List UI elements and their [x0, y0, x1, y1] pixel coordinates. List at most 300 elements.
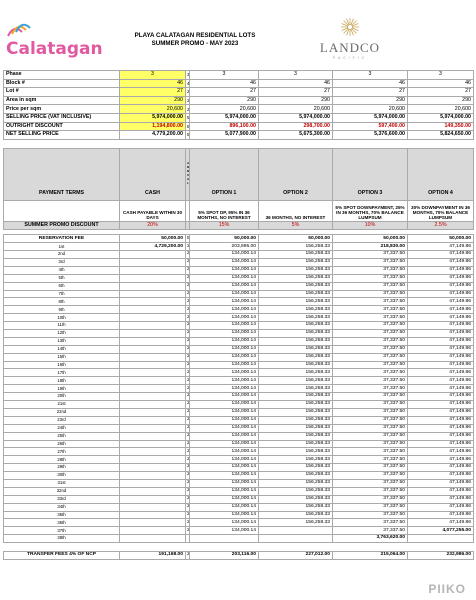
option-4-value: 290: [408, 96, 474, 105]
option-1-value: 134,000.14: [190, 527, 259, 535]
option-1-value: 134,000.14: [190, 290, 259, 298]
option-3-value: 37,337.50: [333, 259, 408, 267]
option-2-value: 156,258.33: [259, 503, 333, 511]
narrow-value: 4: [187, 80, 190, 86]
option-3-value: 37,337.50: [333, 377, 408, 385]
calatagan-logo: [4, 22, 104, 62]
option-3-value: 37,337.50: [333, 337, 408, 345]
option-2-value: 156,258.33: [259, 337, 333, 345]
option-3-value: 20,600: [333, 105, 408, 114]
cash-value: [120, 519, 186, 527]
cash-value: [120, 511, 186, 519]
option-1-value: 134,000.14: [190, 259, 259, 267]
installment-row: [4, 298, 474, 306]
option-2-value: 27: [259, 88, 333, 97]
cash-value: [120, 385, 186, 393]
option-4-value: 47,149.86: [408, 266, 474, 274]
installment-row: [4, 393, 474, 401]
cash-value: [120, 322, 186, 330]
installment-row: [4, 401, 474, 409]
cash-discount: 20%: [120, 221, 186, 230]
option-3-value: 3,763,620.00: [333, 535, 408, 543]
option-4-value: 47,149.86: [408, 385, 474, 393]
cash-value: [120, 432, 186, 440]
installment-label: 8th: [4, 298, 120, 306]
option-4-value: 47,149.86: [408, 479, 474, 487]
narrow-value: 2: [186, 472, 190, 480]
option-2-value: 156,258.33: [259, 282, 333, 290]
installment-row: [4, 519, 474, 527]
installment-label: 30th: [4, 472, 120, 480]
option-1-value: 134,000.14: [190, 369, 259, 377]
installment-label: 14th: [4, 345, 120, 353]
option-3-value: 597,400.00: [333, 122, 408, 131]
option-1-value: 134,000.14: [190, 511, 259, 519]
option-1-value: 134,000.14: [190, 282, 259, 290]
installment-row: [4, 416, 474, 424]
option-3-value: 37,337.50: [333, 266, 408, 274]
installment-label: 28th: [4, 456, 120, 464]
option-2-value: 20,600: [259, 105, 333, 114]
summary-row: [4, 131, 474, 140]
cash-value: [120, 306, 186, 314]
option-4-value: 47,149.86: [408, 290, 474, 298]
option-1-value: 134,000.14: [190, 408, 259, 416]
cash-value: [120, 353, 186, 361]
cash-value: [120, 472, 186, 480]
option-2-value: 156,258.33: [259, 472, 333, 480]
summary-row: [4, 113, 474, 122]
option-3-value: 37,337.50: [333, 322, 408, 330]
cash-value: 4,779,200.00: [120, 131, 186, 140]
option-4-value: 47,149.86: [408, 448, 474, 456]
option-1-value: 3: [190, 71, 259, 80]
cash-value: [120, 495, 186, 503]
option-3-value: 37,337.50: [333, 385, 408, 393]
option-1-value: 134,000.14: [190, 306, 259, 314]
option-3-value: 37,337.50: [333, 306, 408, 314]
narrow-value: 2: [186, 290, 190, 298]
option-3-value: 37,337.50: [333, 416, 408, 424]
installment-row: [4, 266, 474, 274]
option-1-value: 134,000.14: [190, 487, 259, 495]
option-1-value: 134,000.14: [190, 456, 259, 464]
option-2-value: 156,258.33: [259, 361, 333, 369]
option-2-value: 156,258.33: [259, 408, 333, 416]
cash-value: [120, 345, 186, 353]
option-1-value: 134,000.14: [190, 330, 259, 338]
option-2-value: 156,258.33: [259, 290, 333, 298]
narrow-value: 2: [186, 552, 190, 560]
narrow-value: 3: [187, 72, 190, 78]
cash-value: [120, 401, 186, 409]
narrow-value: 2: [186, 314, 190, 322]
option-1-value: [190, 535, 259, 543]
option-3-value: 37,337.50: [333, 393, 408, 401]
option-2-description: 36 MONTHS, NO INTEREST: [259, 200, 333, 221]
cash-value: [120, 290, 186, 298]
landco-logo: [306, 14, 394, 64]
option-4-value: 47,149.86: [408, 440, 474, 448]
row-label: SELLING PRICE (VAT INCLUSIVE): [4, 113, 120, 122]
payment-terms-row: [4, 148, 474, 200]
option-2-value: 227,012.00: [259, 552, 333, 560]
option-2-value: 156,258.33: [259, 353, 333, 361]
installment-label: 7th: [4, 290, 120, 298]
terms-section: [4, 148, 474, 230]
narrow-value: 2: [186, 487, 190, 495]
cash-value: 27: [120, 88, 186, 97]
cash-value: [120, 535, 186, 543]
option-1-value: 5,974,000.00: [190, 113, 259, 122]
option-4-header: OPTION 4: [408, 148, 474, 200]
narrow-value: 2: [186, 464, 190, 472]
cash-value: [120, 393, 186, 401]
narrow-value: 2: [186, 448, 190, 456]
option-2-value: 156,258.33: [259, 385, 333, 393]
option-2-value: 156,258.33: [259, 251, 333, 259]
cash-value: [120, 377, 186, 385]
installment-label: 5th: [4, 274, 120, 282]
cash-value: 46: [120, 79, 186, 88]
option-4-value: 47,149.86: [408, 274, 474, 282]
installment-row: [4, 464, 474, 472]
summary-row: [4, 96, 474, 105]
installment-label: 22nd: [4, 408, 120, 416]
installment-row: [4, 314, 474, 322]
installment-row: [4, 337, 474, 345]
cash-value: [120, 298, 186, 306]
narrow-value: 5: [186, 235, 190, 243]
option-1-value: 134,000.14: [190, 251, 259, 259]
option-2-value: 5,974,000.00: [259, 113, 333, 122]
option-3-value: 27: [333, 88, 408, 97]
row-label: Area in sqm: [4, 96, 120, 105]
landco-brand-text: LANDCO: [319, 40, 381, 55]
cash-value: [120, 274, 186, 282]
option-1-value: 134,000.14: [190, 503, 259, 511]
option-2-value: 156,258.33: [259, 377, 333, 385]
option-2-value: 156,258.33: [259, 322, 333, 330]
option-2-value: 156,258.33: [259, 416, 333, 424]
option-1-value: 134,000.14: [190, 345, 259, 353]
installment-row: [4, 259, 474, 267]
title-line-1: PLAYA CALATAGAN RESIDENTIAL LOTS: [134, 32, 256, 39]
summary-row: [4, 79, 474, 88]
option-2-value: 156,258.33: [259, 487, 333, 495]
cash-value: 20,600: [120, 105, 186, 114]
option-1-value: 134,000.14: [190, 440, 259, 448]
option-2-value: 156,258.33: [259, 306, 333, 314]
option-2-value: 156,258.33: [259, 330, 333, 338]
row-label: OUTRIGHT DISCOUNT: [4, 122, 120, 131]
option-3-value: 37,337.50: [333, 479, 408, 487]
option-2-value: 46: [259, 79, 333, 88]
option-4-value: 47,149.86: [408, 306, 474, 314]
option-2-value: [259, 527, 333, 535]
option-1-value: 134,000.14: [190, 519, 259, 527]
option-2-discount: 5%: [259, 221, 333, 230]
cash-value: [120, 448, 186, 456]
option-2-value: 156,258.33: [259, 448, 333, 456]
option-4-value: 47,149.86: [408, 424, 474, 432]
installment-label: 1st: [4, 243, 120, 251]
option-1-value: 134,000.14: [190, 314, 259, 322]
row-label: Price per sqm: [4, 105, 120, 114]
installment-label: 3rd: [4, 259, 120, 267]
installment-row: [4, 274, 474, 282]
narrow-value: 2: [187, 106, 190, 112]
installment-row: [4, 448, 474, 456]
option-1-value: 134,000.14: [190, 361, 259, 369]
spacer: [4, 543, 474, 552]
option-4-value: 47,149.86: [408, 298, 474, 306]
description-label: [4, 200, 120, 221]
installment-row: [4, 408, 474, 416]
narrow-value: 2: [186, 519, 190, 527]
installment-row: [4, 440, 474, 448]
option-1-value: 134,000.14: [190, 495, 259, 503]
option-4-value: 47,149.86: [408, 456, 474, 464]
summary-section: [4, 71, 474, 140]
narrow-value: 2: [186, 408, 190, 416]
installment-label: TRANSFER FEES 4% OF NCP: [4, 552, 120, 560]
cash-value: [120, 440, 186, 448]
narrow-value: 2: [186, 251, 190, 259]
option-4-value: 47,149.86: [408, 408, 474, 416]
installment-label: 19th: [4, 385, 120, 393]
row-label: Block #: [4, 79, 120, 88]
sunburst-icon: [306, 14, 394, 40]
cash-value: [120, 337, 186, 345]
option-4-value: 50,000.00: [408, 235, 474, 243]
option-4-value: 5,974,000.00: [408, 113, 474, 122]
installment-label: 13th: [4, 337, 120, 345]
option-3-value: 37,337.50: [333, 345, 408, 353]
cash-value: 4,729,200.00: [120, 243, 186, 251]
promo-discount-label: SUMMER PROMO DISCOUNT: [4, 221, 120, 230]
narrow-value: 5: [187, 132, 190, 138]
option-4-value: 47,149.86: [408, 353, 474, 361]
option-3-value: 37,337.50: [333, 298, 408, 306]
option-3-value: 5,974,000.00: [333, 113, 408, 122]
summary-row: [4, 105, 474, 114]
cash-value: [120, 464, 186, 472]
installment-label: 10th: [4, 314, 120, 322]
option-2-value: 5,675,300.00: [259, 131, 333, 140]
installment-row: [4, 243, 474, 251]
document-title: [120, 32, 270, 48]
cash-value: [120, 259, 186, 267]
installment-row: [4, 290, 474, 298]
option-2-value: 156,258.33: [259, 314, 333, 322]
narrow-value: 2: [186, 330, 190, 338]
option-3-value: 37,337.50: [333, 527, 408, 535]
option-4-value: 47,149.86: [408, 377, 474, 385]
option-2-value: 156,258.33: [259, 266, 333, 274]
option-1-value: 134,000.14: [190, 424, 259, 432]
cash-value: [120, 487, 186, 495]
option-4-value: 47,149.86: [408, 495, 474, 503]
installment-row: [4, 353, 474, 361]
option-3-value: 37,337.50: [333, 464, 408, 472]
landco-sub-text: PACIFIC: [332, 56, 368, 60]
installment-row: [4, 472, 474, 480]
installment-row: [4, 527, 474, 535]
option-3-value: 37,337.50: [333, 456, 408, 464]
installment-label: 26th: [4, 440, 120, 448]
narrow-value: 2: [186, 369, 190, 377]
installment-row: [4, 369, 474, 377]
narrow-value: 2: [186, 440, 190, 448]
cash-value: [120, 479, 186, 487]
cash-value: [120, 503, 186, 511]
option-1-value: 134,000.14: [190, 448, 259, 456]
installment-row: [4, 306, 474, 314]
cash-value: [120, 330, 186, 338]
option-4-value: [408, 535, 474, 543]
option-3-value: 37,337.50: [333, 424, 408, 432]
cash-value: [120, 424, 186, 432]
option-3-value: 37,337.50: [333, 503, 408, 511]
reservation-fee-row: [4, 235, 474, 243]
option-4-value: 47,149.86: [408, 472, 474, 480]
option-4-value: 47,149.86: [408, 251, 474, 259]
cash-value: 5,974,000.00: [120, 113, 186, 122]
option-4-value: 47,149.86: [408, 416, 474, 424]
spacer: [4, 139, 474, 148]
option-1-value: 134,000.14: [190, 274, 259, 282]
option-4-value: 47,149.86: [408, 464, 474, 472]
option-2-value: 156,258.33: [259, 456, 333, 464]
option-4-value: 5,824,650.00: [408, 131, 474, 140]
installment-label: 18th: [4, 377, 120, 385]
option-2-value: 156,258.33: [259, 432, 333, 440]
installment-row: [4, 251, 474, 259]
option-4-value: 47,149.86: [408, 511, 474, 519]
option-1-description: 5% SPOT DP, 95% IN 36 MONTHS, NO INTEREST: [190, 200, 259, 221]
watermark: PIIKO: [428, 582, 466, 596]
option-4-value: 47,149.86: [408, 330, 474, 338]
option-3-value: 37,337.50: [333, 274, 408, 282]
cash-value: [120, 361, 186, 369]
option-4-value: 47,149.86: [408, 259, 474, 267]
option-1-value: 134,000.14: [190, 298, 259, 306]
option-4-description: 30% DOWNPAYMENT IN 36 MONTHS, 70% BALANCE LUMPSUM: [408, 200, 474, 221]
option-2-value: 156,258.33: [259, 243, 333, 251]
cash-value: 50,000.00: [120, 235, 186, 243]
page-header: [0, 0, 476, 66]
option-2-value: 3: [259, 71, 333, 80]
option-2-header: OPTION 2: [259, 148, 333, 200]
narrow-value: 2: [186, 456, 190, 464]
cash-value: [120, 527, 186, 535]
option-3-value: 37,337.50: [333, 353, 408, 361]
option-1-value: 203,895.00: [190, 243, 259, 251]
option-1-value: 134,000.14: [190, 401, 259, 409]
installment-label: 6th: [4, 282, 120, 290]
narrow-value: 2: [186, 401, 190, 409]
narrow-value: 2: [186, 416, 190, 424]
option-2-value: 156,258.33: [259, 511, 333, 519]
option-3-header: OPTION 3: [333, 148, 408, 200]
option-4-value: 47,149.86: [408, 393, 474, 401]
narrow-value: 2: [186, 361, 190, 369]
option-4-value: 47,149.86: [408, 503, 474, 511]
option-3-value: 50,000.00: [333, 235, 408, 243]
summary-row: [4, 71, 474, 80]
narrow-value: 8: [187, 123, 190, 129]
installment-label: 2nd: [4, 251, 120, 259]
option-3-description: 5% SPOT DOWNPAYMENT, 25% IN 36 MONTHS, 70% BALANCE LUMPSUM: [333, 200, 408, 221]
cash-value: [120, 416, 186, 424]
option-4-value: 27: [408, 88, 474, 97]
cash-value: [120, 266, 186, 274]
installment-label: RESERVATION FEE: [4, 235, 120, 243]
installment-label: 31st: [4, 479, 120, 487]
option-2-value: 156,258.33: [259, 519, 333, 527]
option-4-value: 47,149.86: [408, 337, 474, 345]
narrow-value: 2: [186, 385, 190, 393]
option-4-value: 4,077,255.00: [408, 527, 474, 535]
row-label: Lot #: [4, 88, 120, 97]
installment-label: 23rd: [4, 416, 120, 424]
option-1-value: 290: [190, 96, 259, 105]
installment-row: [4, 385, 474, 393]
narrow-value: 2: [186, 495, 190, 503]
installment-row: [4, 535, 474, 543]
narrow-value: 2: [186, 259, 190, 267]
option-3-value: 37,337.50: [333, 432, 408, 440]
option-2-value: 156,258.33: [259, 440, 333, 448]
option-4-value: 47,149.86: [408, 519, 474, 527]
option-3-value: 37,337.50: [333, 401, 408, 409]
option-2-value: 156,258.33: [259, 495, 333, 503]
cash-value: [120, 251, 186, 259]
installment-label: 32nd: [4, 487, 120, 495]
annual-header: A N N U A L: [186, 148, 190, 200]
installment-label: 20th: [4, 393, 120, 401]
option-1-value: 20,600: [190, 105, 259, 114]
option-3-value: 37,337.50: [333, 251, 408, 259]
installment-row: [4, 456, 474, 464]
option-1-value: 134,000.14: [190, 266, 259, 274]
option-1-header: OPTION 1: [190, 148, 259, 200]
installment-row: [4, 503, 474, 511]
option-2-value: 156,258.33: [259, 298, 333, 306]
payment-schedule: [4, 235, 474, 560]
installment-label: 17th: [4, 369, 120, 377]
cash-value: 1,194,800.00: [120, 122, 186, 131]
option-4-value: 47,149.86: [408, 369, 474, 377]
option-1-value: 134,000.14: [190, 432, 259, 440]
installment-label: 12th: [4, 330, 120, 338]
option-2-value: 156,258.33: [259, 424, 333, 432]
option-1-value: 896,100.00: [190, 122, 259, 131]
option-1-value: 134,000.14: [190, 472, 259, 480]
option-2-value: 156,258.33: [259, 393, 333, 401]
installment-label: 33rd: [4, 495, 120, 503]
narrow-value: 2: [186, 353, 190, 361]
option-4-value: 47,149.86: [408, 487, 474, 495]
cash-value: 3: [120, 71, 186, 80]
option-1-value: 134,000.14: [190, 464, 259, 472]
installment-label: 38th: [4, 535, 120, 543]
installment-row: [4, 322, 474, 330]
option-4-value: 47,149.86: [408, 361, 474, 369]
installment-label: 4th: [4, 266, 120, 274]
title-line-2: SUMMER PROMO - MAY 2023: [151, 40, 239, 47]
